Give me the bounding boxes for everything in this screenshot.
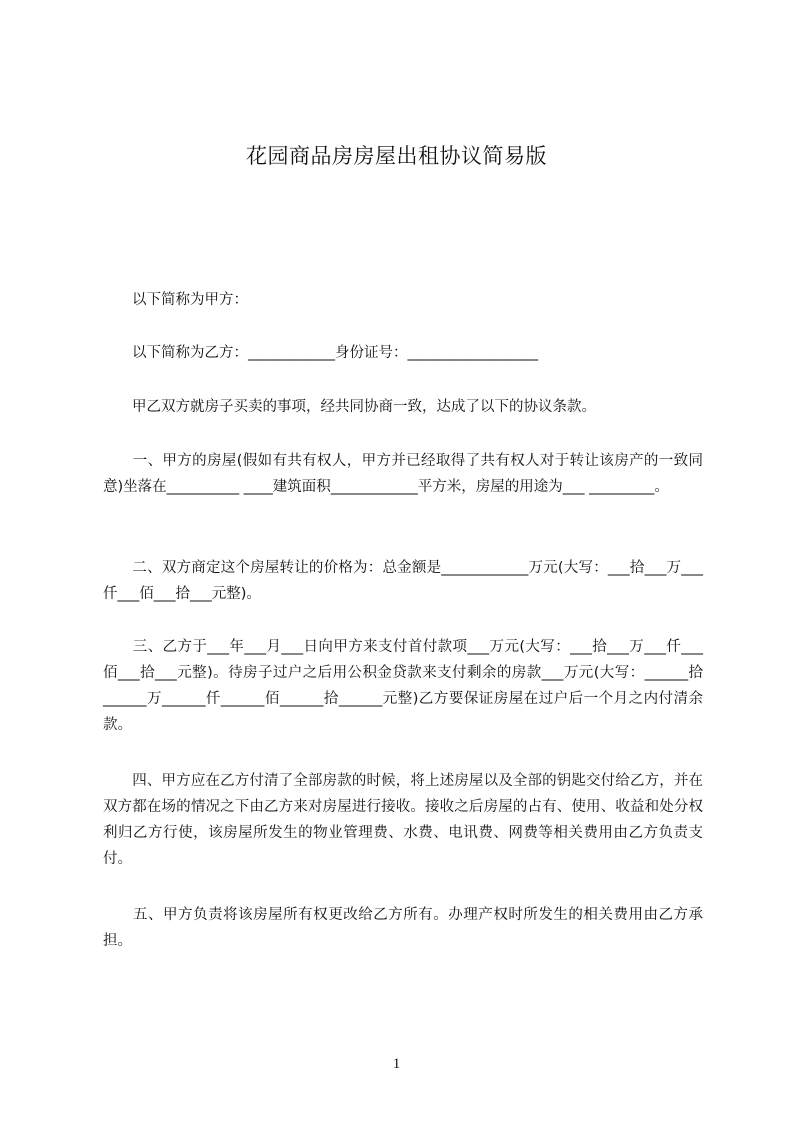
clause-3: 三、乙方于___年___月___日向甲方来支付首付款项___万元(大写：___拾___万___仟___佰___拾___元整)。待房子过户之后用公积金贷款来支付剩余的房款___万元(大写：______拾______万______仟______佰______拾______元整)乙方要保证房屋在过户后一个月之内付清余款。 <box>103 639 703 733</box>
intro-paragraph: 甲乙双方就房子买卖的事项，经共同协商一致，达成了以下的协议条款。 <box>103 399 596 415</box>
document-title: 花园商品房房屋出租协议简易版 <box>246 144 547 168</box>
clause-4: 四、甲方应在乙方付清了全部房款的时候，将上述房屋以及全部的钥匙交付给乙方，并在双方都在场的情况之下由乙方来对房屋进行接收。接收之后房屋的占有、使用、收益和处分权利归乙方行使，该房屋所发生的物业管理费、水费、电讯费、网费等相关费用由乙方负责支付。 <box>103 773 703 867</box>
page-number: 1 <box>392 1056 401 1072</box>
clause-2: 二、双方商定这个房屋转让的价格为：总金额是____________万元(大写：___拾___万___仟___佰___拾___元整)。 <box>103 560 703 602</box>
party-b-line: 以下简称为乙方：____________身份证号：__________________ <box>103 345 538 361</box>
party-a-line: 以下简称为甲方： <box>103 292 248 308</box>
clause-1: 一、甲方的房屋(假如有共有权人，甲方并已经取得了共有权人对于转让该房产的一致同意)坐落在__________ ____建筑面积____________平方米，房屋的用途为___ _________。 <box>103 453 703 495</box>
clause-5: 五、甲方负责将该房屋所有权更改给乙方所有。办理产权时所发生的相关费用由乙方承担。 <box>103 907 703 949</box>
